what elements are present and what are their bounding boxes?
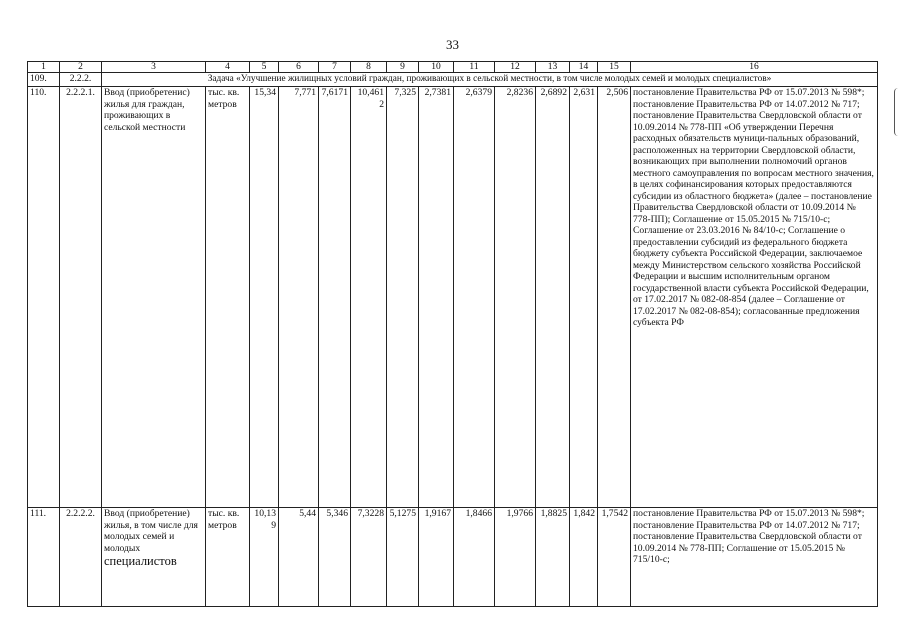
row-code: 2.2.2. xyxy=(60,73,102,87)
column-number: 12 xyxy=(495,62,536,73)
table-row xyxy=(28,87,878,508)
row-number: 110. xyxy=(28,87,60,508)
column-number: 15 xyxy=(598,62,631,73)
indicator-value: 7,3228 xyxy=(351,508,387,607)
indicator-value: 2,506 xyxy=(598,87,631,508)
indicator-name-text-large: специалистов xyxy=(104,554,177,568)
indicator-value: 2,6892 xyxy=(536,87,570,508)
column-number: 14 xyxy=(570,62,598,73)
indicator-value: 5,346 xyxy=(319,508,351,607)
indicator-value: 10,139 xyxy=(250,508,279,607)
page-number: 33 xyxy=(446,37,459,52)
column-number: 1 xyxy=(28,62,60,73)
row-code: 2.2.2.2. xyxy=(60,508,102,607)
indicator-value: 7,771 xyxy=(279,87,319,508)
indicator-value: 1,9167 xyxy=(419,508,454,607)
indicator-value: 5,44 xyxy=(279,508,319,607)
indicator-name xyxy=(102,508,206,607)
task-row xyxy=(28,73,878,87)
indicator-value: 7,325 xyxy=(387,87,419,508)
indicator-value: 2,8236 xyxy=(495,87,536,508)
column-number: 9 xyxy=(387,62,419,73)
program-indicators-table xyxy=(27,61,878,607)
column-number: 5 xyxy=(250,62,279,73)
indicator-value: 2,631 xyxy=(570,87,598,508)
legal-basis: постановление Правительства РФ от 15.07.2013 № 598*; постановление Правительства РФ от 14.07.2012 № 717; постановление Правительства Свердловской области от 10.09.2014 № 778-ПП; Соглашение от 15.05.2015 № 715/10-с; xyxy=(631,508,878,607)
unit-of-measure: тыс. кв. метров xyxy=(206,87,250,508)
column-number: 8 xyxy=(351,62,387,73)
column-number: 10 xyxy=(419,62,454,73)
table-row xyxy=(28,508,878,607)
indicator-value: 15,34 xyxy=(250,87,279,508)
indicator-name: Ввод (приобретенис) жилья для граждан, проживающих в сельской местности xyxy=(102,87,206,508)
column-number-row xyxy=(28,62,878,73)
column-number: 6 xyxy=(279,62,319,73)
column-number: 4 xyxy=(206,62,250,73)
column-number: 7 xyxy=(319,62,351,73)
indicator-value: 5,1275 xyxy=(387,508,419,607)
legal-basis: постановление Правительства РФ от 15.07.2013 № 598*; постановление Правительства РФ от 14.07.2012 № 717; постановление Правительства Свердловской области от 10.09.2014 № 778-ПП «Об утверждении Перечня расходных обязательств муници-пальных образований, расположенных на территории Свердловской области, возникающих при выполнении полномочий органов местного самоуправления по вопросам местного значения, в целях софинансирования которых предоставляются субсидии из областного бюджета» (далее – постановление Правительства Свердловской области от 10.09.2014 № 778-ПП); Соглашение от 15.05.2015 № 715/10-с; Соглашение от 23.03.2016 № 84/10-с; Соглашение о предоставлении субсидий из федерального бюджета бюджету субъекта Российской Федерации, заключаемое между Министерством сельского хозяйства Российской Федерации и высшим исполнительным органом государственной власти субъекта Российской Федерации, от 17.02.2017 № 082-08-854 (далее – Соглашение от 17.02.2017 № 082-08-854); согласованные предложения субъекта РФ xyxy=(631,87,878,508)
indicator-value: 10,4612 xyxy=(351,87,387,508)
row-number: 111. xyxy=(28,508,60,607)
column-number: 11 xyxy=(454,62,495,73)
indicator-name-text: Ввод (приобретение) жилья, в том числе для молодых семей и молодых xyxy=(104,508,198,554)
row-code: 2.2.2.1. xyxy=(60,87,102,508)
column-number: 16 xyxy=(631,62,878,73)
column-number: 3 xyxy=(102,62,206,73)
indicator-value: 2,6379 xyxy=(454,87,495,508)
column-number: 2 xyxy=(60,62,102,73)
indicator-value: 7,6171 xyxy=(319,87,351,508)
indicator-value: 1,8466 xyxy=(454,508,495,607)
indicator-value: 1,842 xyxy=(570,508,598,607)
column-number: 13 xyxy=(536,62,570,73)
margin-bracket-mark xyxy=(894,88,901,136)
indicator-value: 1,9766 xyxy=(495,508,536,607)
indicator-value: 1,7542 xyxy=(598,508,631,607)
unit-of-measure: тыс. кв. метров xyxy=(206,508,250,607)
indicator-value: 2,7381 xyxy=(419,87,454,508)
task-title: Задача «Улучшение жилищных условий граждан, проживающих в сельской местности, в том числе молодых семей и молодых специалистов» xyxy=(102,73,878,87)
row-number: 109. xyxy=(28,73,60,87)
indicator-value: 1,8825 xyxy=(536,508,570,607)
